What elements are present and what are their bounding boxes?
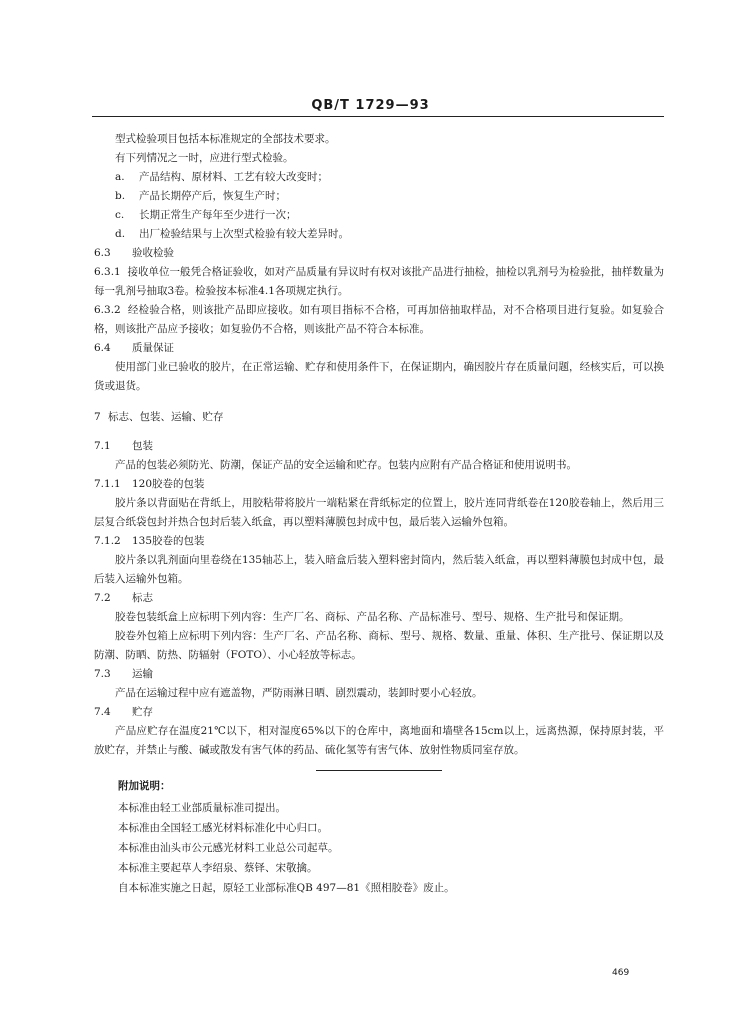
page-number: 469 [612,968,630,978]
section-heading-7-1: 7.1 包装 [94,440,153,452]
chapter-heading-7: 7 标志、包装、运输、贮存 [94,411,224,423]
list-item: c. 长期正常生产每年至少进行一次； [115,209,297,221]
document-body [94,130,664,898]
additional-notes-title: 附加说明： [118,780,171,792]
paragraph: 产品的包装必须防光、防潮，保证产品的安全运输和贮存。包装内应附有产品合格证和使用说明书。 [115,459,577,471]
paragraph: 型式检验项目包括本标准规定的全部技术要求。 [115,133,336,145]
section-divider [316,770,442,771]
clause-6-3-1: 6.3.1 接收单位一般凭合格证验收，如对产品质量有异议时有权对该批产品进行抽检，抽检以乳剂号为检验批，抽样数量为每一乳剂号抽取3卷。检验按本标准4.1各项规定执行。 [94,266,664,297]
section-heading-7-2: 7.2 标志 [94,592,153,604]
list-item: b. 产品长期停产后，恢复生产时； [115,190,286,202]
paragraph: 胶卷包装纸盒上应标明下列内容：生产厂名、商标、产品名称、产品标准号、型号、规格、生产批号和保证期。 [115,611,630,623]
header-rule [92,116,664,117]
paragraph: 胶卷外包箱上应标明下列内容：生产厂名、产品名称、商标、型号、规格、数量、重量、体积、生产批号、保证期以及防潮、防晒、防热、防辐射（FOTO）、小心轻放等标志。 [94,630,664,661]
paragraph: 有下列情况之一时，应进行型式检验。 [115,152,294,164]
section-heading-7-1-2: 7.1.2 135胶卷的包装 [94,535,205,547]
additional-note-line: 本标准由全国轻工感光材料标准化中心归口。 [118,822,328,834]
clause-6-3-2: 6.3.2 经检验合格，则该批产品即应接收。如有项目指标不合格，可再加倍抽取样品，对不合格项目进行复验。如复验合格，则该批产品应予接收；如复验仍不合格，则该批产品不符合本标准。 [94,304,664,335]
section-heading-7-1-1: 7.1.1 120胶卷的包装 [94,478,205,490]
paragraph: 胶片条以乳剂面向里卷绕在135轴芯上，装入暗盒后装入塑料密封筒内，然后装入纸盒，再以塑料薄膜包封成中包，最后装入运输外包箱。 [94,554,664,585]
section-heading-6-4: 6.4 质量保证 [94,342,174,354]
paragraph: 产品应贮存在温度21℃以下，相对湿度65%以下的仓库中，离地面和墙壁各15cm以上，远离热源，保持原封装，平放贮存，并禁止与酸、碱或散发有害气体的药品、硫化氢等有害气体、放射性物质同室存放。 [94,725,664,756]
paragraph: 产品在运输过程中应有遮盖物，严防雨淋日晒、剧烈震动，装卸时要小心轻放。 [115,687,483,699]
section-heading-6-3: 6.3 验收检验 [94,247,174,259]
additional-note-line: 自本标准实施之日起，原轻工业部标准QB 497—81《照相胶卷》废止。 [118,882,455,894]
additional-note-line: 本标准主要起草人李绍泉、蔡铎、宋敬擒。 [118,862,318,874]
list-item: d. 出厂检验结果与上次型式检验有较大差异时。 [115,228,349,240]
document-header: QB/T 1729—93 [311,98,430,113]
section-heading-7-3: 7.3 运输 [94,668,153,680]
section-heading-7-4: 7.4 贮存 [94,706,153,718]
additional-note-line: 本标准由汕头市公元感光材料工业总公司起草。 [118,842,339,854]
additional-note-line: 本标准由轻工业部质量标准司提出。 [118,802,286,814]
paragraph: 使用部门业已验收的胶片，在正常运输、贮存和使用条件下，在保证期内，确因胶片存在质量问题，经核实后，可以换货或退货。 [94,361,664,392]
paragraph: 胶片条以背面贴在背纸上，用胶粘带将胶片一端粘紧在背纸标定的位置上，胶片连同背纸卷在120胶卷轴上，然后用三层复合纸袋包封并热合包封后装入纸盒，再以塑料薄膜包封成中包，最后装入运输外包箱。 [94,497,664,528]
list-item: a. 产品结构、原材料、工艺有较大改变时； [115,171,328,183]
